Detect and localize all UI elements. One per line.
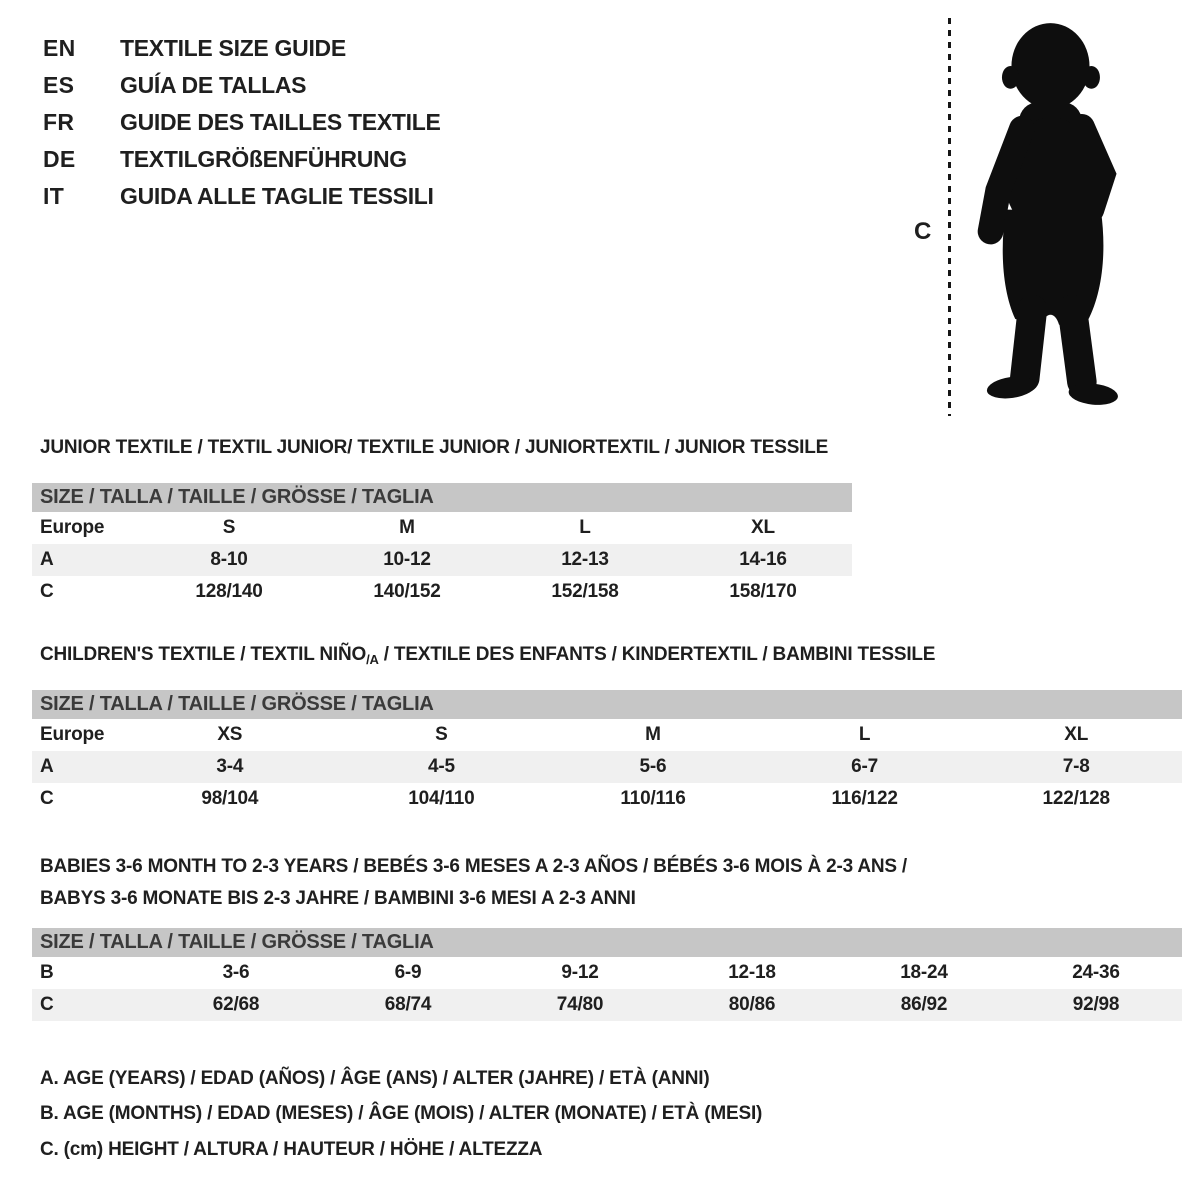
- table-cell: 158/170: [729, 581, 797, 602]
- table-row: [32, 989, 1182, 1021]
- table-cell: L: [579, 517, 591, 538]
- table-cell: 10-12: [383, 549, 431, 570]
- table-cell: 74/80: [556, 994, 604, 1015]
- table-cell: 92/98: [1072, 994, 1120, 1015]
- table-row: [32, 544, 852, 576]
- row-label: C: [40, 788, 54, 809]
- legend-line-c: C. (cm) HEIGHT / ALTURA / HAUTEUR / HÖHE / ALTEZZA: [40, 1139, 543, 1160]
- table-cell: 5-6: [639, 756, 667, 777]
- language-row: [43, 141, 441, 178]
- children-title-text: / TEXTILE DES ENFANTS / KINDERTEXTIL / BAMBINI TESSILE: [378, 644, 936, 665]
- toddler-silhouette-icon: [962, 10, 1138, 414]
- row-label: C: [40, 994, 54, 1015]
- row-label: A: [40, 756, 54, 777]
- table-cell: 6-9: [394, 962, 422, 983]
- table-cell: 104/110: [408, 788, 475, 809]
- row-label: Europe: [40, 724, 105, 745]
- table-cell: 62/68: [212, 994, 260, 1015]
- babies-section-title: [40, 851, 907, 915]
- language-title: GUIDA ALLE TAGLIE TESSILI: [120, 183, 434, 209]
- table-cell: 12-18: [728, 962, 776, 983]
- table-cell: 14-16: [739, 549, 787, 570]
- table-cell: 152/158: [551, 581, 619, 602]
- table-cell: S: [435, 724, 448, 745]
- row-label: B: [40, 962, 54, 983]
- table-cell: 68/74: [384, 994, 432, 1015]
- table-cell: 4-5: [427, 756, 455, 777]
- children-title-text: CHILDREN'S TEXTILE / TEXTIL NIÑO: [40, 644, 367, 665]
- language-code: FR: [43, 109, 75, 135]
- table-cell: 116/122: [831, 788, 898, 809]
- table-cell: 86/92: [900, 994, 948, 1015]
- table-cell: 7-8: [1062, 756, 1090, 777]
- row-label: Europe: [40, 517, 105, 538]
- junior-size-table: [32, 483, 852, 608]
- language-list: [43, 30, 441, 215]
- language-code: EN: [43, 35, 76, 61]
- language-title: TEXTILGRÖßENFÜHRUNG: [120, 146, 407, 172]
- children-section-title: [40, 644, 935, 667]
- table-cell: 110/116: [620, 788, 686, 809]
- language-title: TEXTILE SIZE GUIDE: [120, 35, 346, 61]
- table-cell: 80/86: [728, 994, 776, 1015]
- table-cell: 3-6: [222, 962, 250, 983]
- height-measure-label: C: [914, 218, 932, 245]
- babies-title-line2: BABYS 3-6 MONATE BIS 2-3 JAHRE / BAMBINI 3-6 MESI A 2-3 ANNI: [40, 888, 636, 909]
- table-row: [32, 751, 1182, 783]
- table-row: [32, 576, 852, 608]
- children-title-subscript: /A: [366, 652, 379, 667]
- table-cell: XL: [751, 517, 775, 538]
- row-label: C: [40, 581, 54, 602]
- language-row: [43, 30, 441, 67]
- language-title: GUIDE DES TAILLES TEXTILE: [120, 109, 441, 135]
- language-row: [43, 178, 441, 215]
- table-cell: S: [222, 517, 236, 538]
- table-row: [32, 719, 1182, 751]
- size-header-bar: SIZE / TALLA / TAILLE / GRÖSSE / TAGLIA: [32, 690, 1182, 719]
- table-cell: 6-7: [851, 756, 879, 777]
- language-code: ES: [43, 72, 75, 98]
- table-cell: M: [399, 517, 415, 538]
- babies-size-table: [32, 928, 1182, 1021]
- legend-line-b: B. AGE (MONTHS) / EDAD (MESES) / ÂGE (MOIS) / ALTER (MONATE) / ETÀ (MESI): [40, 1103, 763, 1124]
- table-cell: 98/104: [201, 788, 259, 809]
- size-header-bar: SIZE / TALLA / TAILLE / GRÖSSE / TAGLIA: [32, 483, 852, 512]
- table-cell: 24-36: [1072, 962, 1120, 983]
- language-code: IT: [43, 183, 65, 209]
- legend-line-a: A. AGE (YEARS) / EDAD (AÑOS) / ÂGE (ANS) / ALTER (JAHRE) / ETÀ (ANNI): [40, 1068, 710, 1089]
- language-code: DE: [43, 146, 76, 172]
- language-title: GUÍA DE TALLAS: [120, 72, 307, 98]
- table-cell: 122/128: [1042, 788, 1110, 809]
- table-cell: 18-24: [900, 962, 948, 983]
- table-cell: 3-4: [216, 756, 244, 777]
- table-cell: 12-13: [561, 549, 609, 570]
- babies-title-line1: BABIES 3-6 MONTH TO 2-3 YEARS / BEBÉS 3-6 MESES A 2-3 AÑOS / BÉBÉS 3-6 MOIS À 2-3 ANS /: [40, 856, 908, 877]
- table-cell: XS: [217, 724, 243, 745]
- table-row: [32, 783, 1182, 815]
- children-size-table: [32, 690, 1182, 815]
- table-row: [32, 512, 852, 544]
- table-row: [32, 957, 1182, 989]
- size-header-bar: SIZE / TALLA / TAILLE / GRÖSSE / TAGLIA: [32, 928, 1182, 957]
- table-cell: 9-12: [561, 962, 599, 983]
- row-label: A: [40, 549, 54, 570]
- language-row: [43, 104, 441, 141]
- table-cell: 8-10: [210, 549, 248, 570]
- table-cell: L: [858, 724, 871, 745]
- junior-section-title: JUNIOR TEXTILE / TEXTIL JUNIOR/ TEXTILE JUNIOR / JUNIORTEXTIL / JUNIOR TESSILE: [40, 437, 829, 458]
- table-cell: 128/140: [195, 581, 263, 602]
- height-measure-line: [948, 18, 951, 416]
- table-cell: M: [645, 724, 661, 745]
- language-row: [43, 67, 441, 104]
- table-cell: 140/152: [373, 581, 441, 602]
- table-cell: XL: [1064, 724, 1089, 745]
